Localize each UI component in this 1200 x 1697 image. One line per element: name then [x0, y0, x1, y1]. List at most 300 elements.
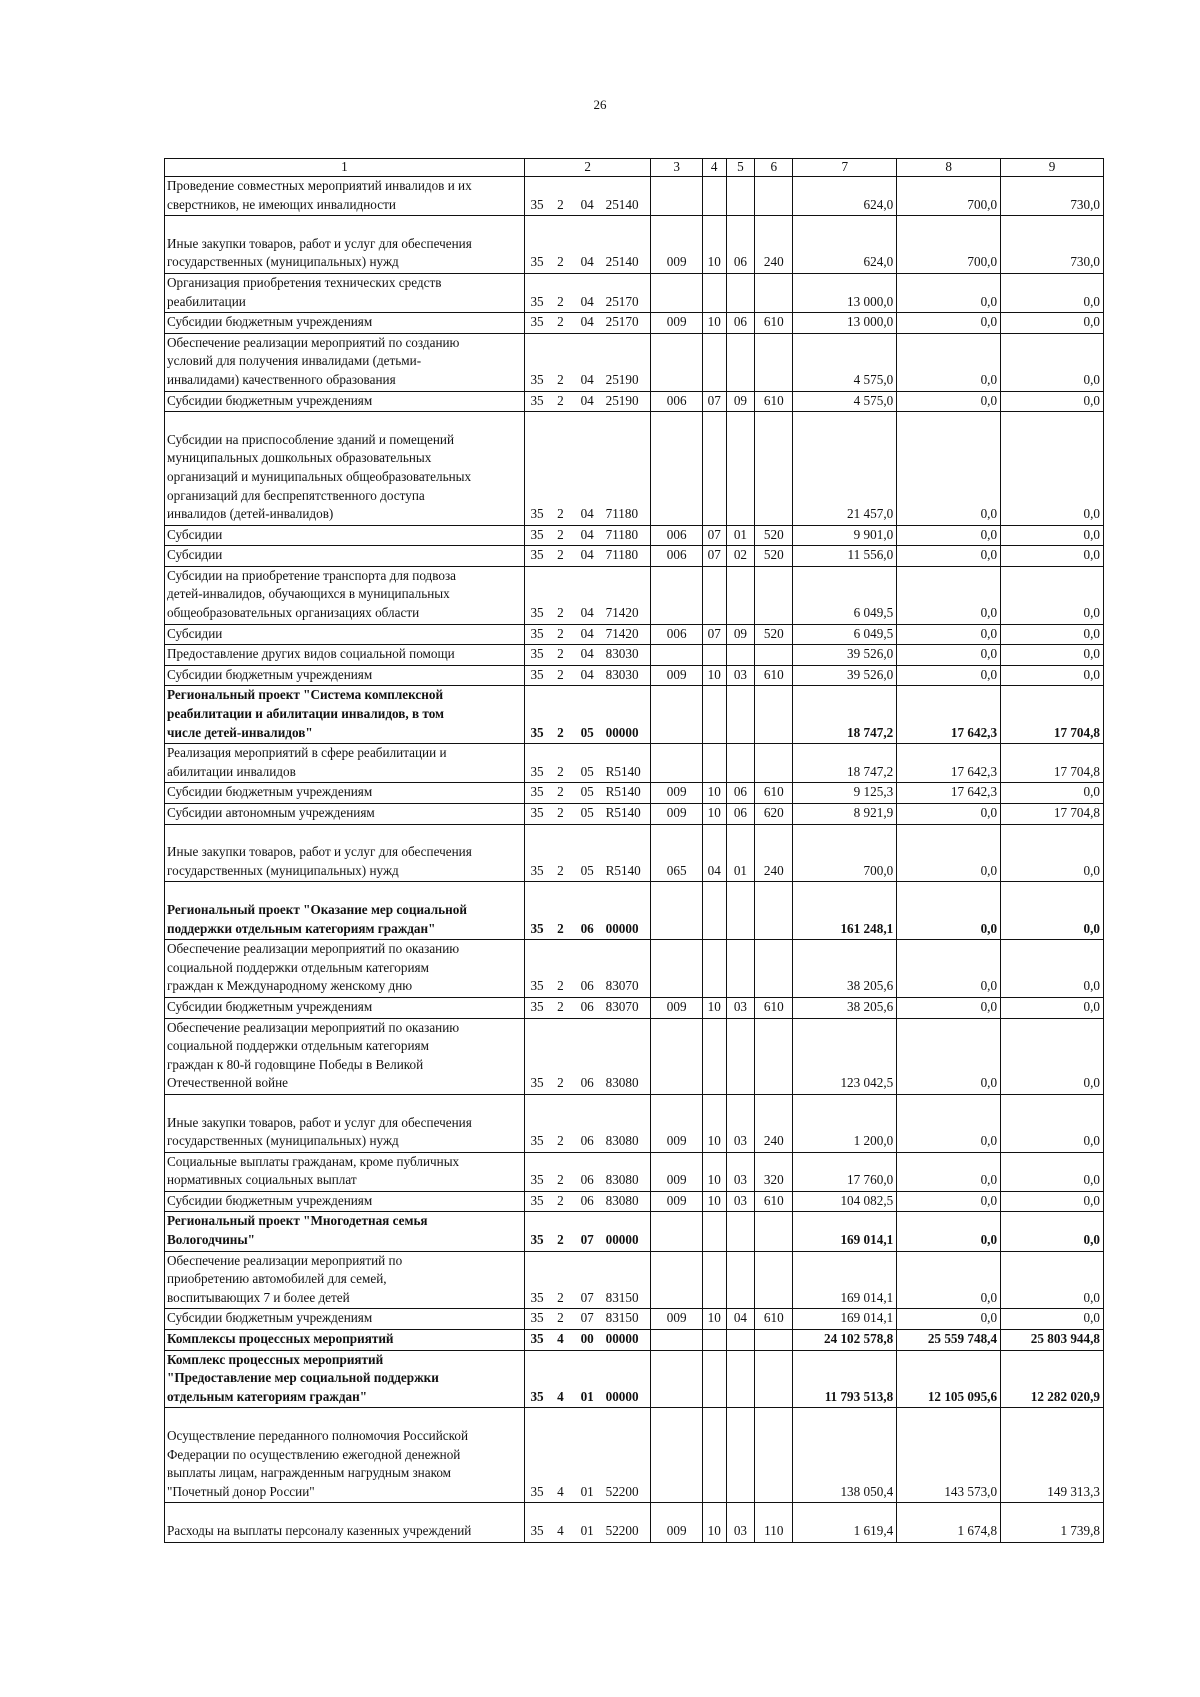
- row-description: [165, 216, 525, 274]
- col-7-amount: 169 014,1: [793, 1309, 897, 1330]
- col-8-amount: 0,0: [897, 1094, 1001, 1152]
- col-3-value: [651, 1212, 702, 1251]
- table-row: [165, 804, 1104, 825]
- row-description: [165, 1094, 525, 1152]
- description-line: Отечественной войне: [167, 1075, 289, 1091]
- code-part-3: 06: [572, 997, 603, 1018]
- col-6-value: [755, 686, 793, 744]
- code-part-3: 04: [572, 216, 603, 274]
- description-line: Субсидии: [167, 526, 223, 542]
- code-part-3: 04: [572, 665, 603, 686]
- col-5-value: [726, 1018, 755, 1094]
- col-3-value: 006: [651, 624, 702, 645]
- code-part-2: 2: [549, 313, 572, 334]
- row-description: [165, 1350, 525, 1408]
- col-6-value: [755, 333, 793, 391]
- col-5-value: [726, 940, 755, 998]
- code-part-3: 05: [572, 783, 603, 804]
- code-part-4: 83080: [603, 1094, 651, 1152]
- header-col-4: 4: [702, 159, 726, 177]
- col-3-value: [651, 1251, 702, 1309]
- table-row: [165, 333, 1104, 391]
- col-3-value: 006: [651, 391, 702, 412]
- code-part-4: 00000: [603, 686, 651, 744]
- table-row: [165, 525, 1104, 546]
- col-3-value: [651, 882, 702, 940]
- code-part-1: 35: [524, 1094, 549, 1152]
- budget-table: [164, 158, 1104, 1543]
- col-8-amount: 0,0: [897, 313, 1001, 334]
- code-part-4: 00000: [603, 1350, 651, 1408]
- code-part-4: 25140: [603, 177, 651, 216]
- col-3-value: [651, 1330, 702, 1351]
- code-part-2: 2: [549, 525, 572, 546]
- code-part-2: 2: [549, 624, 572, 645]
- col-3-value: [651, 1018, 702, 1094]
- table-row: [165, 1309, 1104, 1330]
- col-8-amount: 0,0: [897, 1191, 1001, 1212]
- code-part-1: 35: [524, 273, 549, 312]
- row-description: [165, 645, 525, 666]
- col-3-value: 009: [651, 1309, 702, 1330]
- col-5-value: 01: [726, 824, 755, 882]
- col-9-amount: 0,0: [1001, 997, 1104, 1018]
- col-6-value: 610: [755, 665, 793, 686]
- description-line: "Почетный донор России": [167, 1483, 315, 1499]
- col-7-amount: 11 793 513,8: [793, 1350, 897, 1408]
- row-description: [165, 177, 525, 216]
- description-line: Реализация мероприятий в сфере реабилитации и: [167, 745, 447, 761]
- description-line: Региональный проект "Система комплексной: [167, 687, 444, 703]
- col-6-value: 520: [755, 546, 793, 567]
- col-3-value: 009: [651, 1503, 702, 1542]
- col-7-amount: 1 200,0: [793, 1094, 897, 1152]
- col-3-value: 009: [651, 1094, 702, 1152]
- col-3-value: 065: [651, 824, 702, 882]
- col-6-value: 610: [755, 1309, 793, 1330]
- col-3-value: 006: [651, 546, 702, 567]
- code-part-2: 2: [549, 1251, 572, 1309]
- col-6-value: 520: [755, 525, 793, 546]
- col-9-amount: 0,0: [1001, 783, 1104, 804]
- col-5-value: 06: [726, 313, 755, 334]
- code-part-3: 04: [572, 546, 603, 567]
- col-3-value: [651, 177, 702, 216]
- description-line: общеобразовательных организациях области: [167, 605, 420, 621]
- col-6-value: 610: [755, 313, 793, 334]
- code-part-1: 35: [524, 1309, 549, 1330]
- row-description: [165, 1191, 525, 1212]
- table-row: [165, 686, 1104, 744]
- code-part-4: 83080: [603, 1018, 651, 1094]
- col-7-amount: 624,0: [793, 177, 897, 216]
- row-description: [165, 546, 525, 567]
- description-line: граждан к Международному женскому дню: [167, 978, 413, 994]
- table-row: [165, 665, 1104, 686]
- col-7-amount: 21 457,0: [793, 412, 897, 526]
- code-part-4: 83080: [603, 1152, 651, 1191]
- col-9-amount: 0,0: [1001, 1152, 1104, 1191]
- code-part-3: 06: [572, 1018, 603, 1094]
- code-part-2: 2: [549, 997, 572, 1018]
- description-line: Комплексы процессных мероприятий: [167, 1331, 394, 1347]
- description-line: нормативных социальных выплат: [167, 1172, 357, 1188]
- col-9-amount: 0,0: [1001, 1212, 1104, 1251]
- row-description: [165, 1309, 525, 1330]
- col-7-amount: 9 125,3: [793, 783, 897, 804]
- col-9-amount: 0,0: [1001, 412, 1104, 526]
- col-7-amount: 13 000,0: [793, 313, 897, 334]
- col-3-value: 009: [651, 1152, 702, 1191]
- code-part-2: 4: [549, 1408, 572, 1503]
- col-9-amount: 12 282 020,9: [1001, 1350, 1104, 1408]
- code-part-4: 71420: [603, 566, 651, 624]
- description-line: Организация приобретения технических средств: [167, 274, 442, 290]
- col-5-value: 03: [726, 1152, 755, 1191]
- table-row: [165, 1191, 1104, 1212]
- col-7-amount: 13 000,0: [793, 273, 897, 312]
- row-description: [165, 783, 525, 804]
- description-line: Субсидии бюджетным учреждениям: [167, 784, 373, 800]
- row-description: [165, 1212, 525, 1251]
- code-part-4: 83030: [603, 645, 651, 666]
- code-part-3: 04: [572, 177, 603, 216]
- code-part-3: 06: [572, 882, 603, 940]
- description-line: абилитации инвалидов: [167, 763, 296, 779]
- table-row: [165, 940, 1104, 998]
- code-part-1: 35: [524, 525, 549, 546]
- row-description: [165, 624, 525, 645]
- col-9-amount: 0,0: [1001, 940, 1104, 998]
- description-line: Вологодчины": [167, 1232, 256, 1248]
- code-part-2: 2: [549, 333, 572, 391]
- code-part-3: 00: [572, 1330, 603, 1351]
- col-7-amount: 4 575,0: [793, 391, 897, 412]
- code-part-4: 25170: [603, 313, 651, 334]
- col-9-amount: 0,0: [1001, 1094, 1104, 1152]
- description-line: [167, 1408, 521, 1427]
- table-row: [165, 273, 1104, 312]
- row-description: [165, 566, 525, 624]
- code-part-4: 25170: [603, 273, 651, 312]
- col-3-value: 009: [651, 665, 702, 686]
- col-3-value: [651, 1408, 702, 1503]
- code-part-3: 04: [572, 525, 603, 546]
- table-row: [165, 824, 1104, 882]
- description-line: Субсидии на приспособление зданий и помещений: [167, 431, 455, 447]
- col-5-value: [726, 1212, 755, 1251]
- code-part-3: 07: [572, 1309, 603, 1330]
- col-3-value: [651, 744, 702, 783]
- code-part-1: 35: [524, 1018, 549, 1094]
- col-9-amount: 0,0: [1001, 566, 1104, 624]
- col-6-value: [755, 1330, 793, 1351]
- table-row: [165, 391, 1104, 412]
- col-6-value: [755, 1212, 793, 1251]
- row-description: [165, 686, 525, 744]
- col-6-value: [755, 1251, 793, 1309]
- description-line: Субсидии: [167, 625, 223, 641]
- col-6-value: 240: [755, 216, 793, 274]
- col-6-value: 620: [755, 804, 793, 825]
- col-4-value: [702, 1408, 726, 1503]
- col-5-value: [726, 686, 755, 744]
- col-3-value: 009: [651, 1191, 702, 1212]
- col-8-amount: 0,0: [897, 1309, 1001, 1330]
- header-col-2: 2: [524, 159, 651, 177]
- table-row: [165, 1094, 1104, 1152]
- col-7-amount: 18 747,2: [793, 744, 897, 783]
- col-5-value: [726, 412, 755, 526]
- col-4-value: 10: [702, 1309, 726, 1330]
- row-description: [165, 882, 525, 940]
- code-part-3: 07: [572, 1212, 603, 1251]
- table-row: [165, 783, 1104, 804]
- col-5-value: 03: [726, 1094, 755, 1152]
- table-row: [165, 546, 1104, 567]
- row-description: [165, 824, 525, 882]
- col-6-value: 520: [755, 624, 793, 645]
- description-line: Субсидии автономным учреждениям: [167, 805, 375, 820]
- code-part-1: 35: [524, 783, 549, 804]
- col-9-amount: 0,0: [1001, 645, 1104, 666]
- code-part-1: 35: [524, 177, 549, 216]
- col-5-value: 03: [726, 665, 755, 686]
- description-line: [167, 1095, 521, 1114]
- col-4-value: 07: [702, 391, 726, 412]
- col-8-amount: 700,0: [897, 177, 1001, 216]
- description-line: Субсидии на приобретение транспорта для подвоза: [167, 567, 457, 583]
- header-col-1: 1: [165, 159, 525, 177]
- col-7-amount: 4 575,0: [793, 333, 897, 391]
- row-description: [165, 391, 525, 412]
- col-9-amount: 0,0: [1001, 1018, 1104, 1094]
- code-part-4: 83080: [603, 1191, 651, 1212]
- code-part-3: 04: [572, 273, 603, 312]
- table-row: [165, 1503, 1104, 1542]
- col-8-amount: 143 573,0: [897, 1408, 1001, 1503]
- code-part-2: 2: [549, 744, 572, 783]
- col-9-amount: 0,0: [1001, 273, 1104, 312]
- col-5-value: [726, 1330, 755, 1351]
- col-8-amount: 0,0: [897, 391, 1001, 412]
- col-6-value: [755, 882, 793, 940]
- col-7-amount: 6 049,5: [793, 624, 897, 645]
- code-part-2: 2: [549, 1018, 572, 1094]
- col-5-value: 04: [726, 1309, 755, 1330]
- col-4-value: [702, 940, 726, 998]
- description-line: Расходы на выплаты персоналу казенных учреждений: [167, 1522, 472, 1538]
- col-8-amount: 0,0: [897, 525, 1001, 546]
- col-3-value: 009: [651, 216, 702, 274]
- col-7-amount: 18 747,2: [793, 686, 897, 744]
- col-3-value: [651, 940, 702, 998]
- description-line: граждан к 80-й годовщине Победы в Великой: [167, 1056, 424, 1072]
- col-5-value: [726, 333, 755, 391]
- page-number: 26: [593, 97, 607, 112]
- row-description: [165, 412, 525, 526]
- code-part-2: 2: [549, 216, 572, 274]
- col-7-amount: 6 049,5: [793, 566, 897, 624]
- description-line: "Предоставление мер социальной поддержки: [167, 1370, 439, 1386]
- row-description: [165, 804, 525, 825]
- col-3-value: 009: [651, 783, 702, 804]
- table-header-row: [165, 159, 1104, 177]
- col-7-amount: 39 526,0: [793, 645, 897, 666]
- description-line: [167, 412, 521, 431]
- code-part-3: 05: [572, 686, 603, 744]
- col-4-value: [702, 1018, 726, 1094]
- col-4-value: [702, 1212, 726, 1251]
- header-col-7: 7: [793, 159, 897, 177]
- description-line: государственных (муниципальных) нужд: [167, 254, 399, 270]
- table-row: [165, 313, 1104, 334]
- col-5-value: 06: [726, 783, 755, 804]
- col-8-amount: 0,0: [897, 1018, 1001, 1094]
- col-4-value: 10: [702, 1152, 726, 1191]
- code-part-2: 4: [549, 1330, 572, 1351]
- col-3-value: 006: [651, 525, 702, 546]
- description-line: поддержки отдельным категориям граждан": [167, 920, 436, 936]
- row-description: [165, 333, 525, 391]
- code-part-3: 01: [572, 1503, 603, 1542]
- code-part-2: 2: [549, 273, 572, 312]
- col-4-value: [702, 1251, 726, 1309]
- col-6-value: [755, 940, 793, 998]
- col-4-value: 10: [702, 313, 726, 334]
- row-description: [165, 1330, 525, 1351]
- col-9-amount: 0,0: [1001, 1309, 1104, 1330]
- col-7-amount: 138 050,4: [793, 1408, 897, 1503]
- row-description: [165, 273, 525, 312]
- code-part-2: 2: [549, 566, 572, 624]
- col-5-value: [726, 645, 755, 666]
- col-9-amount: 17 704,8: [1001, 804, 1104, 825]
- row-description: [165, 940, 525, 998]
- col-6-value: [755, 1408, 793, 1503]
- col-8-amount: 0,0: [897, 273, 1001, 312]
- code-part-4: 71420: [603, 624, 651, 645]
- code-part-4: 83070: [603, 997, 651, 1018]
- col-8-amount: 25 559 748,4: [897, 1330, 1001, 1351]
- description-line: реабилитации: [167, 293, 246, 309]
- col-9-amount: 0,0: [1001, 546, 1104, 567]
- description-line: Иные закупки товаров, работ и услуг для обеспечения: [167, 844, 472, 860]
- col-8-amount: 0,0: [897, 546, 1001, 567]
- table-row: [165, 1350, 1104, 1408]
- description-line: Субсидии бюджетным учреждениям: [167, 392, 373, 408]
- description-line: числе детей-инвалидов": [167, 724, 313, 740]
- code-part-3: 01: [572, 1350, 603, 1408]
- code-part-1: 35: [524, 1212, 549, 1251]
- col-7-amount: 169 014,1: [793, 1212, 897, 1251]
- col-4-value: [702, 177, 726, 216]
- code-part-4: 00000: [603, 1212, 651, 1251]
- code-part-1: 35: [524, 882, 549, 940]
- table-row: [165, 566, 1104, 624]
- col-7-amount: 169 014,1: [793, 1251, 897, 1309]
- col-4-value: [702, 1330, 726, 1351]
- col-9-amount: 0,0: [1001, 624, 1104, 645]
- col-5-value: [726, 882, 755, 940]
- description-line: детей-инвалидов, обучающихся в муниципальных: [167, 586, 450, 602]
- code-part-4: R5140: [603, 744, 651, 783]
- col-4-value: 10: [702, 1503, 726, 1542]
- col-3-value: [651, 412, 702, 526]
- col-5-value: 09: [726, 391, 755, 412]
- description-line: Субсидии бюджетным учреждениям: [167, 314, 373, 330]
- code-part-2: 2: [549, 412, 572, 526]
- code-part-2: 2: [549, 1152, 572, 1191]
- col-8-amount: 0,0: [897, 997, 1001, 1018]
- col-3-value: [651, 686, 702, 744]
- code-part-4: 71180: [603, 525, 651, 546]
- description-line: воспитывающих 7 и более детей: [167, 1289, 350, 1305]
- col-9-amount: 730,0: [1001, 216, 1104, 274]
- col-9-amount: 0,0: [1001, 882, 1104, 940]
- col-7-amount: 11 556,0: [793, 546, 897, 567]
- description-line: Проведение совместных мероприятий инвалидов и их: [167, 178, 472, 193]
- code-part-4: R5140: [603, 804, 651, 825]
- code-part-1: 35: [524, 1152, 549, 1191]
- code-part-2: 2: [549, 1191, 572, 1212]
- description-line: инвалидами) качественного образования: [167, 371, 396, 387]
- description-line: Субсидии бюджетным учреждениям: [167, 1192, 373, 1208]
- col-7-amount: 624,0: [793, 216, 897, 274]
- col-3-value: 009: [651, 313, 702, 334]
- col-6-value: [755, 177, 793, 216]
- code-part-2: 4: [549, 1503, 572, 1542]
- description-line: Субсидии: [167, 547, 223, 563]
- col-5-value: 09: [726, 624, 755, 645]
- code-part-1: 35: [524, 1330, 549, 1351]
- code-part-2: 2: [549, 391, 572, 412]
- col-3-value: [651, 273, 702, 312]
- code-part-3: 04: [572, 624, 603, 645]
- table-row: [165, 645, 1104, 666]
- code-part-3: 01: [572, 1408, 603, 1503]
- col-9-amount: 0,0: [1001, 824, 1104, 882]
- col-5-value: 06: [726, 216, 755, 274]
- col-5-value: [726, 1251, 755, 1309]
- col-8-amount: 0,0: [897, 940, 1001, 998]
- table-row: [165, 1212, 1104, 1251]
- col-7-amount: 39 526,0: [793, 665, 897, 686]
- col-4-value: 07: [702, 525, 726, 546]
- code-part-4: R5140: [603, 824, 651, 882]
- code-part-1: 35: [524, 391, 549, 412]
- code-part-4: 00000: [603, 1330, 651, 1351]
- col-7-amount: 1 619,4: [793, 1503, 897, 1542]
- code-part-4: R5140: [603, 783, 651, 804]
- col-8-amount: 17 642,3: [897, 783, 1001, 804]
- col-8-amount: 0,0: [897, 1251, 1001, 1309]
- table-row: [165, 1330, 1104, 1351]
- table-row: [165, 1408, 1104, 1503]
- col-6-value: 610: [755, 391, 793, 412]
- code-part-1: 35: [524, 686, 549, 744]
- code-part-3: 05: [572, 824, 603, 882]
- code-part-1: 35: [524, 313, 549, 334]
- col-5-value: [726, 744, 755, 783]
- code-part-2: 2: [549, 783, 572, 804]
- col-5-value: [726, 1408, 755, 1503]
- description-line: приобретению автомобилей для семей,: [167, 1271, 387, 1287]
- code-part-1: 35: [524, 546, 549, 567]
- code-part-2: 2: [549, 645, 572, 666]
- col-5-value: [726, 273, 755, 312]
- description-line: Иные закупки товаров, работ и услуг для обеспечения: [167, 1114, 472, 1130]
